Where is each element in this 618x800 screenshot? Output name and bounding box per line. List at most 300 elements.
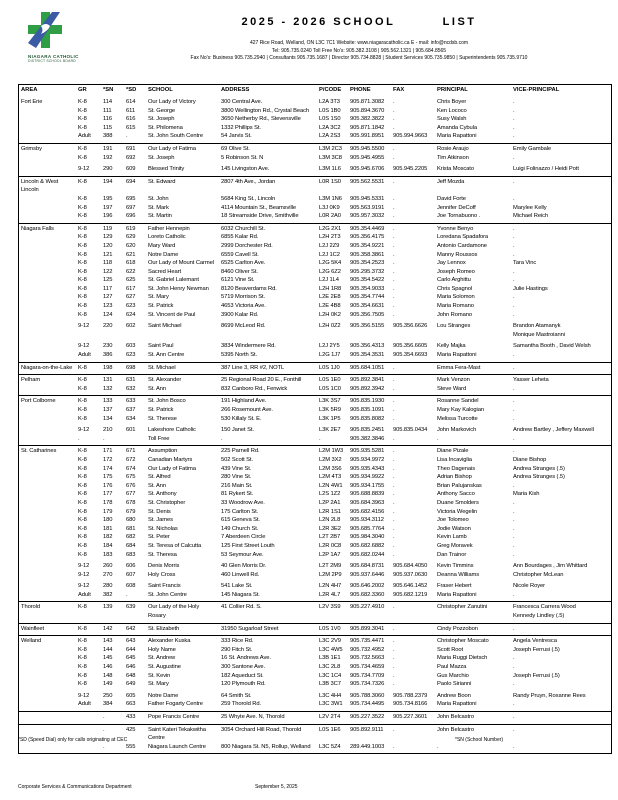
cell-pcode: L2J 1C2: [319, 251, 340, 258]
cell-phone: 905.684.1051: [350, 364, 385, 371]
cell-fax: .: [393, 542, 395, 549]
cell-fax: .: [393, 534, 395, 541]
cell-school: St. Ann: [148, 482, 166, 489]
cell-pcode: L2E 4B8: [319, 303, 341, 310]
cell-address: 6121 Vine St.: [221, 277, 255, 284]
cell-principal: Maria Rapattoni: [437, 701, 477, 708]
table-row: [19, 406, 611, 415]
cell-phone: 905.734.7326: [350, 681, 385, 688]
cell-area: Lincoln & West Lincoln: [21, 178, 59, 194]
cell-address: 40 Glen Morris Dr.: [221, 563, 267, 570]
cell-sd: 605: [126, 692, 136, 699]
cell-phone: 905.892.9111: [350, 726, 384, 733]
cell-address: 3900 Kalar Rd.: [221, 311, 259, 318]
cell-sn: 270: [103, 571, 113, 578]
cell-pcode: L0S 1E6: [319, 726, 341, 733]
cell-gr: K-8: [78, 407, 87, 413]
cell-sd: 627: [126, 294, 136, 301]
area-group: [19, 375, 611, 396]
cell-fax: .: [393, 517, 395, 524]
cell-phone: 905.682.4156: [350, 508, 385, 515]
cell-principal: Rosanne Sandel: [437, 398, 479, 405]
table-row: [19, 311, 611, 320]
cell-sd: 694: [126, 178, 136, 185]
cell-pcode: L2M 1W3: [319, 448, 344, 455]
board-logo-title: NIAGARA CATHOLIC: [28, 54, 79, 59]
cell-address: 502 Scott St.: [221, 456, 253, 463]
cell-phone: 905.684.8731: [350, 563, 385, 570]
cell-phone: 905.937.6446: [350, 571, 385, 578]
cell-pcode: L2G 5K4: [319, 260, 342, 267]
cell-school: Our Lady of Fatima: [148, 465, 196, 472]
contact-address-line: 427 Rice Road, Welland, ON L3C 7C1 Website: www.niagaracatholic.ca E - mail: info@ncdsb.com: [249, 40, 469, 46]
column-header: PRINCIPAL: [437, 87, 468, 93]
cell-gr: K-8: [78, 268, 87, 275]
table-row: [19, 465, 611, 474]
cell-gr: K-8: [78, 285, 87, 292]
cell-school: St. James: [148, 517, 173, 524]
cell-fax: .: [393, 638, 395, 645]
cell-fax: .: [393, 234, 395, 241]
cell-pcode: L2N 4H7: [319, 583, 342, 590]
cell-area: Pelham: [21, 377, 41, 384]
table-row: [19, 276, 611, 285]
table-row: [19, 700, 611, 709]
cell-phone: 905.788.3060: [350, 692, 385, 699]
cell-principal: Duane Smolders: [437, 499, 479, 506]
cell-phone: 905.894.3670: [350, 107, 385, 114]
cell-school: St. Vincent de Paul: [148, 311, 196, 318]
cell-phone: 905.354.3531: [350, 352, 385, 359]
cell-sd: .: [126, 591, 128, 598]
cell-fax: .: [393, 499, 395, 506]
cell-address: 8699 McLeod Rd.: [221, 323, 266, 330]
cell-vice: Nicole Royer: [513, 583, 545, 590]
cell-fax: .: [393, 407, 395, 413]
cell-address: 3650 Netherby Rd., Stevensville: [221, 116, 301, 123]
cell-principal: Paul Mazza: [437, 664, 467, 671]
cell-sn: 142: [103, 625, 113, 632]
cell-sn: 122: [103, 268, 113, 275]
cell-fax: .: [393, 743, 395, 750]
cell-vice: .: [513, 714, 515, 720]
cell-phone: 905.684.3963: [350, 499, 385, 506]
cell-gr: K-8: [78, 294, 87, 301]
cell-gr: 9-12: [78, 343, 90, 350]
cell-principal: Maria Rapattoni: [437, 133, 477, 140]
cell-school: St. Mary: [148, 681, 169, 688]
cell-principal: Jay Lennox: [437, 260, 466, 267]
cell-school: Our Lady of Mount Carmel: [148, 260, 214, 267]
cell-sn: 183: [103, 551, 113, 558]
area-group: [19, 712, 611, 725]
cell-fax: .: [393, 154, 395, 161]
cell-pcode: L0S 1E0: [319, 377, 341, 384]
cell-area: Fort Erie: [21, 99, 43, 105]
cell-principal: Antonio Cardamone: [437, 242, 487, 249]
column-header: P/CODE: [319, 87, 342, 93]
cell-sd: 691: [126, 145, 136, 152]
cell-sn: 260: [103, 563, 113, 570]
cell-principal: Theo Dagenais: [437, 465, 476, 472]
cell-gr: K-8: [78, 465, 87, 472]
cell-phone: 905.354.7744: [350, 294, 385, 301]
cell-sn: 132: [103, 385, 113, 392]
cell-vice: .: [513, 277, 515, 284]
table-row: [19, 268, 611, 277]
cell-principal: John Belcastro: [437, 714, 474, 720]
cell-principal: Scott Root: [437, 646, 464, 653]
cell-vice: .: [513, 303, 515, 310]
table-row: [19, 225, 611, 234]
cell-phone: 905.354.9221: [350, 242, 385, 249]
cell-gr: K-8: [78, 225, 87, 232]
cell-sn: .: [103, 743, 105, 750]
cell-phone: 905.935.4343: [350, 465, 385, 472]
cell-vice: Andrea Stranges (.5): [513, 474, 565, 481]
cell-sn: 119: [103, 225, 112, 232]
cell-fax: 905.994.9663: [393, 133, 428, 140]
cell-gr: K-8: [78, 672, 87, 679]
cell-pcode: L3K 1P5: [319, 415, 341, 422]
cell-address: 4114 Mountain St., Beamsville: [221, 204, 296, 211]
cell-pcode: L2G 2X1: [319, 225, 342, 232]
cell-fax: .: [393, 251, 395, 258]
cell-school: Lakeshore Catholic: [148, 427, 196, 434]
cell-school: St. Edward: [148, 178, 176, 185]
cell-vice: Julie Hastings: [513, 285, 548, 292]
cell-school: Saint Michael: [148, 323, 182, 330]
cell-sn: 144: [103, 646, 113, 653]
cell-address: 25 Regional Road 20 E., Fonthill: [221, 377, 302, 384]
cell-fax: .: [393, 604, 395, 611]
cell-sd: 615: [126, 124, 136, 131]
cell-sn: 131: [103, 377, 113, 384]
cell-phone: 905.354.9033: [350, 285, 385, 292]
cell-phone: 905.563.9191: [350, 204, 385, 211]
table-row: [19, 435, 611, 444]
table-row: [19, 385, 611, 394]
cell-vice: Tara Vinc: [513, 260, 537, 267]
cell-school: Father Hennepin: [148, 225, 190, 232]
cell-school: Toll Free: [148, 435, 170, 442]
cell-fax: .: [393, 646, 395, 653]
cell-phone: 289.449.1003: [350, 743, 385, 750]
cell-address: 216 Main St.: [221, 482, 253, 489]
cell-sd: 602: [126, 323, 136, 330]
table-row: [19, 447, 611, 456]
table-row: [19, 364, 611, 373]
cell-school: Assumption: [148, 448, 178, 455]
cell-sn: .: [103, 726, 105, 733]
cell-sd: 682: [126, 534, 136, 541]
cell-address: 7 Aberdeen Circle: [221, 534, 266, 541]
cell-gr: K-8: [78, 195, 87, 202]
cell-sn: 116: [103, 116, 112, 123]
column-header: ADDRESS: [221, 87, 250, 93]
cell-pcode: L0S 1S0: [319, 116, 341, 123]
cell-vice: .: [513, 268, 515, 275]
cell-sd: 606: [126, 563, 136, 570]
table-row: [19, 132, 611, 141]
cell-phone: 905.358.3861: [350, 251, 385, 258]
cell-vice: Luigi Folinazzo / Heidi Pott: [513, 166, 579, 173]
board-logo: [28, 12, 92, 63]
cell-sd: 611: [126, 107, 135, 114]
cell-sn: 180: [103, 517, 113, 524]
cell-school: Mary Ward: [148, 242, 176, 249]
cell-pcode: L0S 1B0: [319, 107, 341, 114]
cell-address: 225 Parnell Rd.: [221, 448, 260, 455]
cell-vice: .: [513, 385, 515, 392]
cell-fax: .: [393, 99, 395, 105]
cell-principal: .: [437, 435, 439, 442]
cell-pcode: L0R 1S0: [319, 178, 341, 185]
cell-phone: 905.356.5155: [350, 323, 385, 330]
contact-phone-line: Tel: 905.735.0240 Toll Free No's: 905.382.3108 | 905.562.1321 | 905.684.8565: [271, 47, 447, 54]
cell-school: Loreto Catholic: [148, 234, 186, 241]
cell-school: St. Peter: [148, 534, 170, 541]
cell-fax: 905.682.1219: [393, 591, 428, 598]
cell-gr: K-8: [78, 204, 87, 211]
cell-fax: .: [393, 116, 395, 123]
cell-sn: 196: [103, 213, 113, 220]
cell-sn: 172: [103, 456, 113, 463]
cell-vice: .: [513, 625, 515, 632]
cell-sd: 698: [126, 364, 136, 371]
cell-phone: 905.892.3942: [350, 385, 385, 392]
cell-principal: Paolo Sirianni: [437, 681, 472, 688]
cell-school: Saint Kateri Tekakwitha Centre: [148, 726, 206, 742]
cell-address: 1332 Phillips St.: [221, 124, 261, 131]
cell-sd: 619: [126, 225, 136, 232]
table-row: [19, 195, 611, 204]
footnotes: [18, 737, 612, 743]
cell-sd: 649: [126, 681, 136, 688]
area-group: [19, 396, 611, 446]
cell-fax: .: [393, 655, 395, 662]
cell-fax: .: [393, 285, 395, 292]
cell-vice: .: [513, 534, 515, 541]
cell-fax: 905.356.6605: [393, 343, 428, 350]
cell-principal: Steve Ward: [437, 385, 467, 392]
cell-gr: K-8: [78, 534, 87, 541]
cell-vice: Brandon Atamanyk Monique Mastroianni: [511, 322, 611, 339]
cell-pcode: L2H 2T3: [319, 234, 341, 241]
cell-principal: .: [437, 743, 439, 750]
cell-vice: Maria Kish: [513, 491, 540, 498]
cell-vice: Francesca Carrera Wood Kennedy Lindley (.5): [511, 603, 611, 620]
footnote-speed-dial: *SD (Speed Dial) only for calls originating at CEC: [18, 737, 128, 743]
cell-gr: K-8: [78, 625, 87, 632]
area-group: [19, 602, 611, 623]
cell-vice: Joseph Ferrusi (.5): [513, 646, 560, 653]
table-row: [19, 124, 611, 133]
column-header: AREA: [21, 87, 38, 93]
cell-pcode: L0R 2A0: [319, 213, 341, 220]
cell-gr: K-8: [78, 482, 87, 489]
cell-vice: Andrea Stranges (.5): [513, 465, 565, 472]
cell-sd: 623: [126, 303, 136, 310]
cell-phone: 905.688.8839: [350, 491, 385, 498]
cell-principal: Kevin Timmins: [437, 563, 474, 570]
cell-sn: 117: [103, 285, 112, 292]
cell-school: Our Lady of Victory: [148, 99, 196, 105]
cell-sd: 675: [126, 474, 136, 481]
cell-sd: 617: [126, 285, 136, 292]
table-row: [19, 571, 611, 580]
table-row: [19, 115, 611, 124]
cell-pcode: L2P 2A1: [319, 499, 341, 506]
cell-principal: David Forte: [437, 195, 466, 202]
cell-vice: Christopher McLean: [513, 571, 564, 578]
cell-sn: 120: [103, 242, 113, 249]
cell-school: St. Andrew: [148, 655, 176, 662]
cell-sn: 220: [103, 323, 113, 330]
cell-vice: Samantha Booth , David Welsh: [513, 343, 591, 350]
cell-sd: 616: [126, 116, 136, 123]
cell-sd: 555: [126, 743, 136, 750]
cell-sn: 175: [103, 474, 113, 481]
cell-sd: 644: [126, 646, 136, 653]
cell-address: 6525 Carlton Ave.: [221, 260, 266, 267]
cell-fax: .: [393, 107, 395, 114]
cell-sd: 629: [126, 234, 136, 241]
cell-sd: 671: [126, 448, 136, 455]
area-group: [19, 624, 611, 637]
cell-school: St. John: [148, 195, 169, 202]
cell-pcode: L2M 3X2: [319, 456, 342, 463]
cell-phone: 905.354.5422: [350, 277, 385, 284]
cell-address: 6032 Churchill St.: [221, 225, 265, 232]
cell-sn: 388: [103, 133, 113, 140]
cell-fax: 905.788.2379: [393, 692, 428, 699]
cell-sd: 648: [126, 672, 136, 679]
cell-sn: 118: [103, 260, 112, 267]
cell-principal: Cindy Pozzobon: [437, 625, 478, 632]
cell-fax: .: [393, 508, 395, 515]
cell-fax: .: [393, 672, 395, 679]
cell-pcode: L2N 4W1: [319, 482, 343, 489]
cell-sd: 637: [126, 407, 136, 413]
cell-school: St. Michael: [148, 364, 176, 371]
table-row: [19, 322, 611, 339]
cell-principal: John Belcastro: [437, 726, 474, 733]
cell-address: 175 Carlton St.: [221, 508, 259, 515]
cell-gr: .: [78, 435, 80, 442]
cell-sd: 632: [126, 385, 136, 392]
cell-pcode: L3B 3C7: [319, 681, 341, 688]
cell-sd: 642: [126, 625, 136, 632]
cell-pcode: L2R 4L7: [319, 591, 341, 598]
cell-pcode: L2V 2T4: [319, 714, 341, 720]
cell-sn: 195: [103, 195, 113, 202]
cell-address: 3054 Orchard Hill Road, Thorold: [221, 726, 302, 733]
cell-principal: Maria Ruggi Dietsch: [437, 655, 488, 662]
cell-school: St. Teresa of Calcutta: [148, 542, 202, 549]
cell-address: 541 Lake St.: [221, 583, 253, 590]
table-row: [19, 259, 611, 268]
cell-principal: Mark Venzon: [437, 377, 470, 384]
cell-sd: 695: [126, 195, 136, 202]
cell-fax: .: [393, 385, 395, 392]
board-contact-block: [110, 40, 608, 63]
table-row: [19, 251, 611, 260]
cell-address: 300 Santone Ave.: [221, 664, 266, 671]
cell-vice: .: [513, 743, 515, 750]
cell-sn: 137: [103, 407, 113, 413]
cell-address: .: [221, 435, 223, 442]
cell-school: Notre Dame: [148, 251, 179, 258]
cell-sd: 639: [126, 604, 136, 611]
cell-fax: .: [393, 664, 395, 671]
cell-phone: 905.945.5500: [350, 145, 385, 152]
table-row: [19, 542, 611, 551]
cell-phone: 905.354.4469: [350, 225, 385, 232]
table-row: [19, 743, 611, 752]
cell-principal: Diane Pizale: [437, 448, 469, 455]
cell-address: 387 Line 3, RR #2, NOTL: [221, 364, 285, 371]
cell-address: 290 Fitch St.: [221, 646, 253, 653]
cell-sn: 192: [103, 154, 113, 161]
cell-pcode: L2M 2P9: [319, 571, 342, 578]
table-row: [19, 165, 611, 174]
cell-sd: 678: [126, 499, 136, 506]
cell-sd: 680: [126, 517, 136, 524]
cell-gr: K-8: [78, 277, 87, 284]
cell-school: Our Lady of the Holy Rosary: [148, 604, 200, 620]
cell-school: Our Lady of Fatima: [148, 145, 196, 152]
table-row: [19, 508, 611, 517]
cell-phone: 905.935.5281: [350, 448, 385, 455]
cell-sn: 121: [103, 251, 113, 258]
page-title: [110, 16, 608, 28]
cell-fax: .: [393, 377, 395, 384]
cell-fax: 905.945.2205: [393, 166, 428, 173]
table-row: [19, 562, 611, 571]
table-row: [19, 533, 611, 542]
cell-area: Niagara Falls: [21, 225, 54, 232]
cell-gr: K-8: [78, 415, 87, 422]
page-footer: [18, 784, 612, 790]
cell-phone: 905.734.7709: [350, 672, 385, 679]
cell-pcode: L3C 4H4: [319, 692, 342, 699]
cell-vice: .: [513, 225, 515, 232]
cell-address: 53 Seymour Ave.: [221, 551, 264, 558]
cell-address: 4653 Victoria Ave.: [221, 303, 266, 310]
cell-principal: Emma Fera-Mast: [437, 364, 481, 371]
table-row: [19, 154, 611, 163]
cell-gr: 9-12: [78, 571, 90, 578]
cell-school: St. Ann Centre: [148, 352, 185, 359]
area-group: [19, 144, 611, 177]
cell-pcode: L3M 1L6: [319, 166, 341, 173]
area-group: [19, 177, 611, 224]
cell-phone: 905.354.2523: [350, 260, 385, 267]
cell-gr: K-8: [78, 260, 87, 267]
cell-fax: .: [393, 225, 395, 232]
cell-address: 266 Rosemount Ave.: [221, 407, 273, 413]
cell-phone: 905.735.4471: [350, 638, 385, 645]
cell-pcode: L2M 3S6: [319, 465, 342, 472]
cell-pcode: L3C 4W5: [319, 646, 343, 653]
cell-address: 191 Highland Ave.: [221, 398, 267, 405]
column-header: *SD: [126, 87, 137, 93]
cell-fax: .: [393, 491, 395, 498]
cell-phone: 905.354.6631: [350, 303, 385, 310]
cell-sn: 384: [103, 701, 113, 708]
cell-sn: 250: [103, 692, 113, 699]
